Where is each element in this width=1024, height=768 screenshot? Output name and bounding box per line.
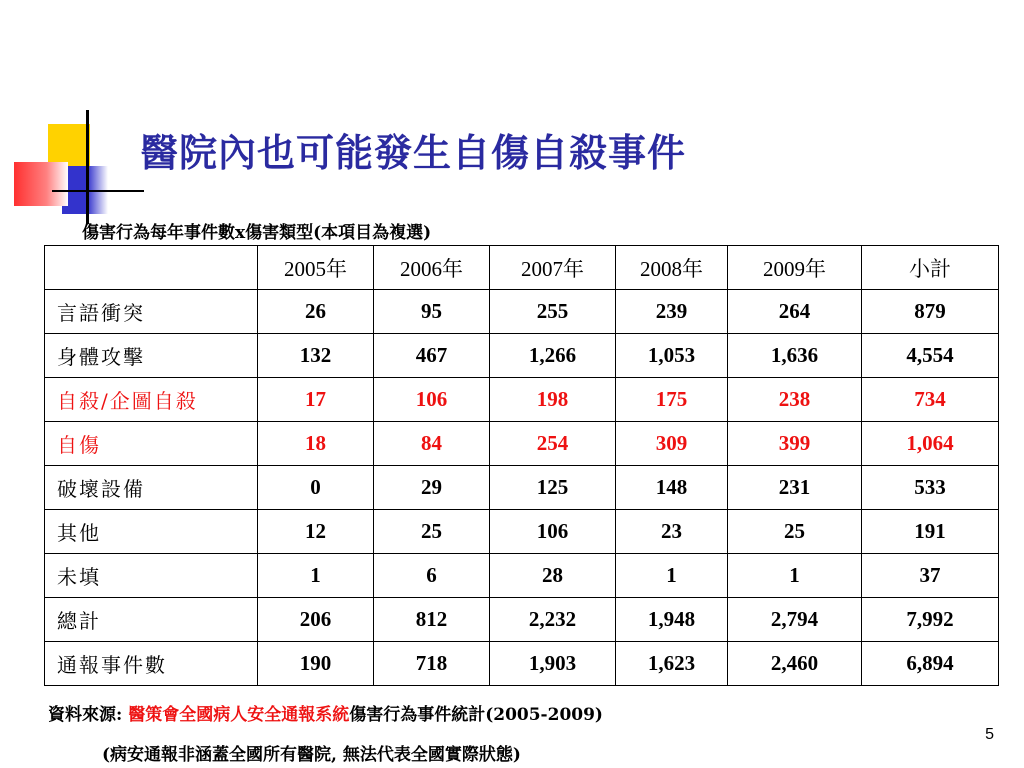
table-cell: 175	[616, 378, 728, 422]
table-row	[45, 422, 999, 466]
row-label: 身體攻擊	[45, 334, 258, 378]
source-suffix: 傷害行為事件統計(2005-2009)	[349, 705, 603, 725]
table-cell: 190	[258, 642, 374, 686]
table-cell: 12	[258, 510, 374, 554]
table-row	[45, 642, 999, 686]
table-row	[45, 510, 999, 554]
table-cell: 1	[616, 554, 728, 598]
table-row	[45, 554, 999, 598]
table-row	[45, 378, 999, 422]
row-label: 自傷	[45, 422, 258, 466]
table-caption: 傷害行為每年事件數x傷害類型(本項目為複選)	[82, 223, 432, 243]
deco-vertical-line	[86, 110, 89, 224]
row-label: 其他	[45, 510, 258, 554]
table-cell: 0	[258, 466, 374, 510]
row-label: 破壞設備	[45, 466, 258, 510]
table-cell: 1,948	[616, 598, 728, 642]
table-cell: 25	[728, 510, 862, 554]
table-row	[45, 334, 999, 378]
table-cell: 4,554	[862, 334, 999, 378]
column-header: 小計	[862, 246, 999, 290]
source-citation	[48, 700, 603, 725]
table-cell: 17	[258, 378, 374, 422]
incident-table	[44, 245, 999, 686]
table-cell: 1	[728, 554, 862, 598]
table-cell: 26	[258, 290, 374, 334]
column-header: 2007年	[490, 246, 616, 290]
table-cell: 238	[728, 378, 862, 422]
deco-horizontal-line	[52, 190, 144, 192]
table-cell: 1,053	[616, 334, 728, 378]
table-cell: 125	[490, 466, 616, 510]
table-cell: 1,636	[728, 334, 862, 378]
row-label: 總計	[45, 598, 258, 642]
table-cell: 1,064	[862, 422, 999, 466]
table-cell: 6,894	[862, 642, 999, 686]
table-cell: 18	[258, 422, 374, 466]
table-cell: 1,266	[490, 334, 616, 378]
table-cell: 148	[616, 466, 728, 510]
column-header: 2009年	[728, 246, 862, 290]
table-cell: 106	[490, 510, 616, 554]
column-header: 2008年	[616, 246, 728, 290]
table-cell: 37	[862, 554, 999, 598]
table-cell: 29	[374, 466, 490, 510]
table-cell: 95	[374, 290, 490, 334]
row-label: 未填	[45, 554, 258, 598]
table-cell: 255	[490, 290, 616, 334]
table-cell: 191	[862, 510, 999, 554]
table-cell: 467	[374, 334, 490, 378]
table-cell: 734	[862, 378, 999, 422]
page-number: 5	[985, 726, 994, 743]
table-cell: 879	[862, 290, 999, 334]
table-cell: 2,232	[490, 598, 616, 642]
table-cell: 399	[728, 422, 862, 466]
table-cell: 812	[374, 598, 490, 642]
column-header: 2005年	[258, 246, 374, 290]
table-cell: 264	[728, 290, 862, 334]
table-cell: 254	[490, 422, 616, 466]
table-cell: 239	[616, 290, 728, 334]
table-cell: 533	[862, 466, 999, 510]
table-cell: 28	[490, 554, 616, 598]
table-cell: 1,903	[490, 642, 616, 686]
table-cell: 132	[258, 334, 374, 378]
table-cell: 84	[374, 422, 490, 466]
table-cell: 25	[374, 510, 490, 554]
table-cell: 198	[490, 378, 616, 422]
table-header-row	[45, 246, 999, 290]
table-cell: 1,623	[616, 642, 728, 686]
source-prefix: 資料來源:	[48, 705, 129, 725]
table-cell: 718	[374, 642, 490, 686]
table-cell: 206	[258, 598, 374, 642]
table-cell: 23	[616, 510, 728, 554]
table-cell: 231	[728, 466, 862, 510]
header-corner-cell	[45, 246, 258, 290]
row-label: 自殺/企圖自殺	[45, 378, 258, 422]
deco-red-square	[14, 162, 68, 206]
table-cell: 309	[616, 422, 728, 466]
table-cell: 2,460	[728, 642, 862, 686]
table-row	[45, 598, 999, 642]
table-cell: 2,794	[728, 598, 862, 642]
table-cell: 106	[374, 378, 490, 422]
row-label: 通報事件數	[45, 642, 258, 686]
table-row	[45, 290, 999, 334]
column-header: 2006年	[374, 246, 490, 290]
table-cell: 7,992	[862, 598, 999, 642]
table-cell: 1	[258, 554, 374, 598]
deco-yellow-square	[48, 124, 90, 166]
coverage-note: (病安通報非涵蓋全國所有醫院, 無法代表全國實際狀態)	[102, 745, 521, 765]
source-system-name: 醫策會全國病人安全通報系統	[128, 705, 350, 725]
slide-title: 醫院內也可能發生自傷自殺事件	[140, 130, 687, 175]
table-cell: 6	[374, 554, 490, 598]
row-label: 言語衝突	[45, 290, 258, 334]
table-row	[45, 466, 999, 510]
